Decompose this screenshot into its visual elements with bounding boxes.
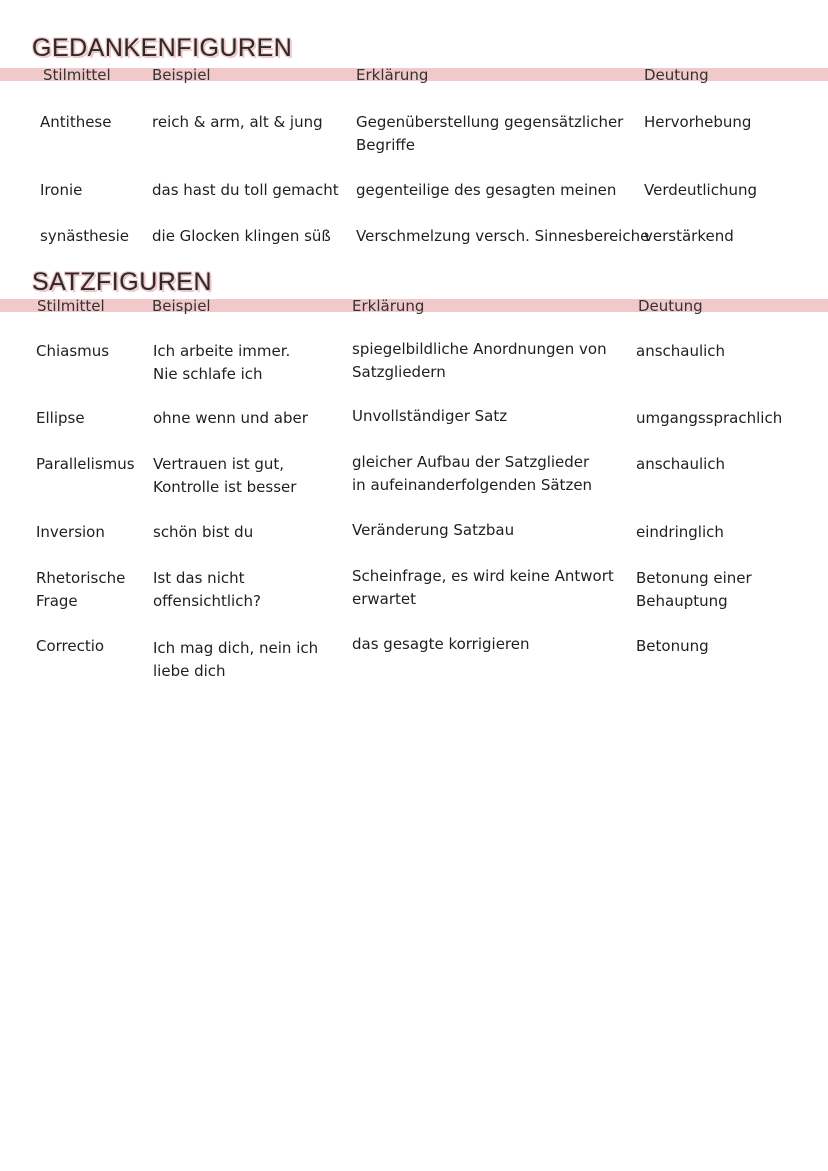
cell-stilmittel: Chiasmus: [36, 342, 110, 360]
cell-beispiel: [153, 637, 318, 683]
column-header-beispiel: Beispiel: [152, 66, 211, 84]
cell-deutung: [636, 567, 752, 613]
cell-stilmittel: Ellipse: [36, 409, 85, 427]
cell-beispiel: das hast du toll gemacht: [152, 181, 339, 199]
column-header-deutung: Deutung: [644, 66, 709, 84]
cell-line: erwartet: [352, 590, 417, 608]
cell-beispiel: [153, 567, 261, 613]
cell-beispiel: [153, 453, 296, 499]
section-title: SATZFIGUREN: [32, 268, 213, 296]
cell-erklaerung: [352, 451, 592, 497]
cell-stilmittel: Antithese: [40, 113, 112, 131]
cell-stilmittel: [36, 567, 125, 613]
column-header-beispiel: Beispiel: [152, 297, 211, 315]
cell-line: Behauptung: [636, 592, 728, 610]
cell-line: Betonung einer: [636, 569, 752, 587]
cell-line: Ich mag dich, nein ich: [153, 639, 319, 657]
cell-line: Ich arbeite immer.: [153, 342, 291, 360]
cell-line: Frage: [36, 592, 78, 610]
cell-line: spiegelbildliche Anordnungen von: [352, 340, 607, 358]
cell-erklaerung: gegenteilige des gesagten meinen: [356, 181, 617, 199]
cell-stilmittel: synästhesie: [40, 227, 130, 245]
cell-line: Kontrolle ist besser: [153, 478, 297, 496]
cell-erklaerung: Unvollständiger Satz: [352, 407, 508, 425]
cell-beispiel: reich & arm, alt & jung: [152, 113, 323, 131]
cell-erklaerung: [352, 565, 614, 611]
cell-stilmittel: Parallelismus: [36, 455, 135, 473]
column-header-deutung: Deutung: [638, 297, 703, 315]
column-header-erklaerung: Erklärung: [356, 66, 429, 84]
cell-stilmittel: Correctio: [36, 637, 105, 655]
cell-erklaerung: [356, 111, 623, 157]
cell-deutung: eindringlich: [636, 523, 724, 541]
cell-deutung: anschaulich: [636, 342, 726, 360]
cell-erklaerung: Verschmelzung versch. Sinnesbereiche: [356, 227, 650, 245]
cell-beispiel: ohne wenn und aber: [153, 409, 308, 427]
cell-line: Ist das nicht: [153, 569, 245, 587]
cell-line: Satzgliedern: [352, 363, 446, 381]
cell-line: Vertrauen ist gut,: [153, 455, 285, 473]
cell-erklaerung: Veränderung Satzbau: [352, 521, 515, 539]
cell-line: liebe dich: [153, 662, 226, 680]
cell-deutung: Betonung: [636, 637, 709, 655]
cell-deutung: anschaulich: [636, 455, 726, 473]
section-title: GEDANKENFIGUREN: [32, 34, 293, 62]
column-header-stilmittel: Stilmittel: [43, 66, 111, 84]
cell-stilmittel: Ironie: [40, 181, 83, 199]
cell-stilmittel: Inversion: [36, 523, 105, 541]
cell-beispiel: schön bist du: [153, 523, 254, 541]
cell-erklaerung: [352, 338, 607, 384]
cell-deutung: Hervorhebung: [644, 113, 752, 131]
cell-deutung: verstärkend: [644, 227, 734, 245]
cell-beispiel: die Glocken klingen süß: [152, 227, 331, 245]
cell-line: Scheinfrage, es wird keine Antwort: [352, 567, 614, 585]
cell-line: Gegenüberstellung gegensätzlicher: [356, 113, 624, 131]
cell-line: Nie schlafe ich: [153, 365, 263, 383]
cell-line: in aufeinanderfolgenden Sätzen: [352, 476, 593, 494]
cell-deutung: umgangssprachlich: [636, 409, 783, 427]
cell-line: Begriffe: [356, 136, 415, 154]
cell-line: Rhetorische: [36, 569, 126, 587]
column-header-erklaerung: Erklärung: [352, 297, 425, 315]
cell-line: gleicher Aufbau der Satzglieder: [352, 453, 590, 471]
cell-deutung: Verdeutlichung: [644, 181, 757, 199]
column-header-stilmittel: Stilmittel: [37, 297, 105, 315]
cell-erklaerung: das gesagte korrigieren: [352, 635, 530, 653]
cell-line: offensichtlich?: [153, 592, 261, 610]
cell-beispiel: [153, 340, 290, 386]
